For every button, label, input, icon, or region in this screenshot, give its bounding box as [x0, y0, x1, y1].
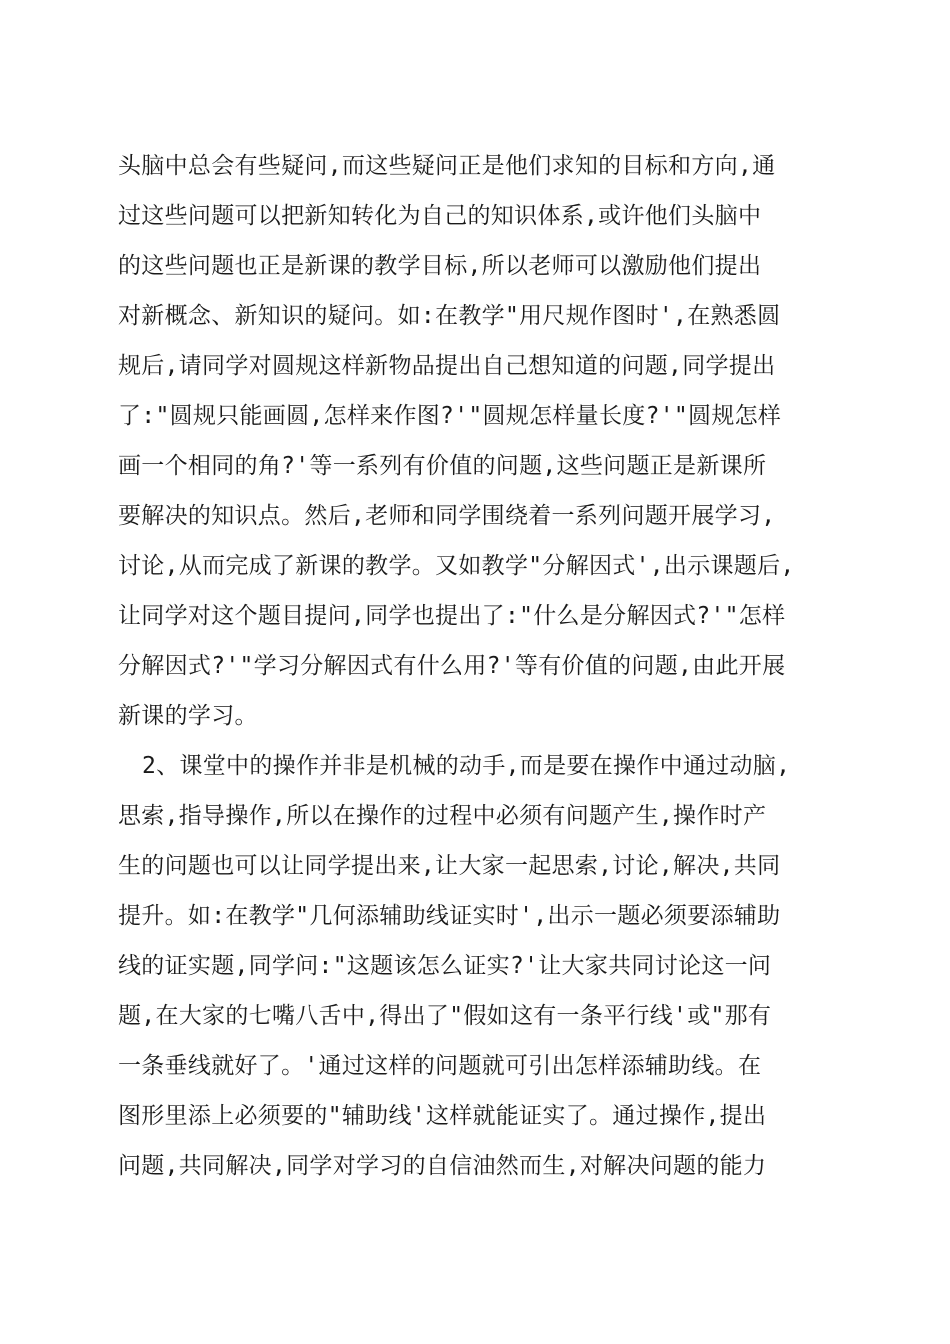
text-line: 要解决的知识点。然后,老师和同学围绕着一系列问题开展学习, [118, 503, 776, 529]
text-line: 生的问题也可以让同学提出来,让大家一起思索,讨论,解决,共同 [118, 853, 781, 879]
text-line: 问题,共同解决,同学对学习的自信油然而生,对解决问题的能力 [118, 1153, 767, 1179]
text-line: 一条垂线就好了。'通过这样的问题就可引出怎样添辅助线。在 [118, 1053, 762, 1079]
text-line: 的这些问题也正是新课的教学目标,所以老师可以激励他们提出 [118, 253, 762, 279]
text-line: 头脑中总会有些疑问,而这些疑问正是他们求知的目标和方向,通 [118, 153, 776, 179]
text-line: 思索,指导操作,所以在操作的过程中必须有问题产生,操作时产 [118, 803, 767, 829]
text-line: 规后,请同学对圆规这样新物品提出自己想知道的问题,同学提出 [118, 353, 776, 379]
text-line: 线的证实题,同学问:"这题该怎么证实?'让大家共同讨论这一问 [118, 953, 772, 979]
text-line: 了:"圆规只能画圆,怎样来作图?'"圆规怎样量长度?'"圆规怎样 [118, 403, 782, 429]
text-line: 对新概念、新知识的疑问。如:在教学"用尺规作图时',在熟悉圆 [118, 303, 781, 329]
text-line: 提升。如:在教学"几何添辅助线证实时',出示一题必须要添辅助 [118, 903, 781, 929]
text-line: 新课的学习。 [118, 703, 258, 729]
text-line: 讨论,从而完成了新课的教学。又如教学"分解因式',出示课题后, [118, 553, 795, 579]
text-line: 图形里添上必须要的"辅助线'这样就能证实了。通过操作,提出 [118, 1103, 767, 1129]
text-line: 分解因式?'"学习分解因式有什么用?'等有价值的问题,由此开展 [118, 653, 786, 679]
text-line: 让同学对这个题目提问,同学也提出了:"什么是分解因式?'"怎样 [118, 603, 786, 629]
text-line: 过这些问题可以把新知转化为自己的知识体系,或许他们头脑中 [118, 203, 762, 229]
text-line: 画一个相同的角?'等一系列有价值的问题,这些问题正是新课所 [118, 453, 767, 479]
text-line: 题,在大家的七嘴八舌中,得出了"假如这有一条平行线'或"那有 [118, 1003, 772, 1029]
text-line: 2、课堂中的操作并非是机械的动手,而是要在操作中通过动脑, [142, 753, 791, 779]
